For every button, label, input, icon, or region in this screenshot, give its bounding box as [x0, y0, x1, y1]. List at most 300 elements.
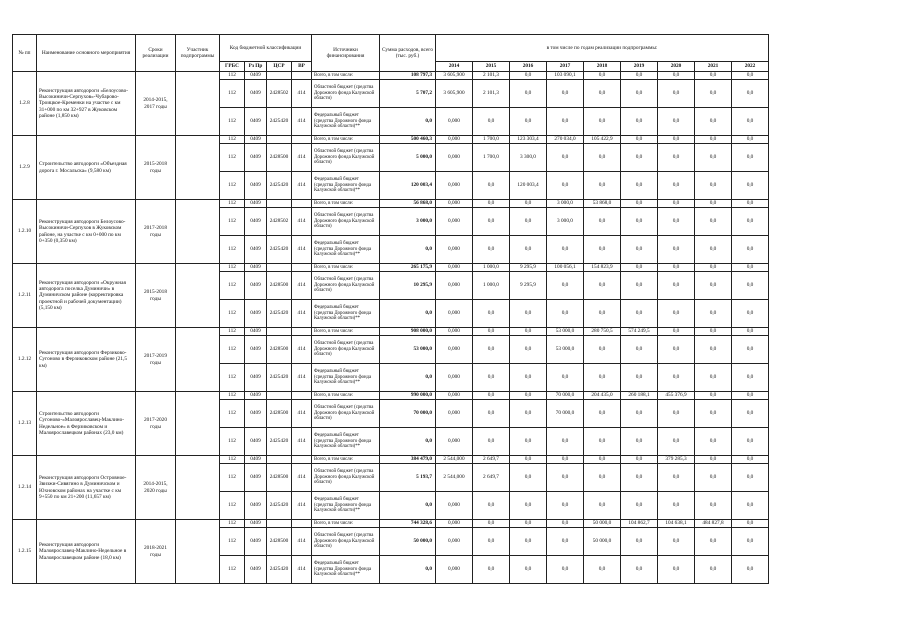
year-value-cell: 0,0 [732, 328, 769, 336]
measure-name: Реконструкция автодороги Ферзиково-Сугоново в Ферзиковском районе (21,5 км) [37, 328, 136, 392]
vr-cell [292, 456, 312, 464]
year-value-cell: 0,0 [732, 556, 769, 584]
year-value-cell: 0,000 [436, 264, 473, 272]
measure-participant [176, 520, 220, 584]
year-value-cell: 0,0 [732, 492, 769, 520]
total-cell: 0,0 [380, 428, 436, 456]
rzpr-cell: 0409 [245, 272, 267, 300]
budget-table [12, 34, 769, 584]
year-value-cell: 0,0 [547, 456, 584, 464]
year-value-cell: 0,0 [732, 464, 769, 492]
year-value-cell: 0,0 [473, 336, 510, 364]
rzpr-cell: 0409 [245, 208, 267, 236]
header-vr: ВР [292, 62, 312, 72]
source-cell: Всего, в том числе: [312, 456, 380, 464]
total-cell: 108 797,3 [380, 72, 436, 80]
measure-name: Реконструкция автодороги Островное-Звизжи-Сивягино в Думиничском и Юхновском районах на участке с км 9+550 по км 21+200 (11,657 км) [37, 456, 136, 520]
year-value-cell: 0,0 [695, 364, 732, 392]
csr-cell: 2425420 [267, 300, 292, 328]
year-value-cell: 0,0 [658, 556, 695, 584]
grbs-cell: 112 [220, 108, 245, 136]
year-value-cell: 0,0 [732, 364, 769, 392]
year-value-cell: 0,0 [621, 80, 658, 108]
total-cell: 908 000,0 [380, 328, 436, 336]
year-value-cell: 0,000 [436, 144, 473, 172]
year-value-cell: 0,0 [695, 464, 732, 492]
year-value-cell: 123 303,4 [510, 136, 547, 144]
year-value-cell: 0,0 [732, 400, 769, 428]
year-value-cell: 0,0 [658, 72, 695, 80]
year-value-cell: 0,0 [732, 528, 769, 556]
year-value-cell: 70 000,0 [547, 392, 584, 400]
year-value-cell: 104 638,1 [658, 520, 695, 528]
csr-cell [267, 520, 292, 528]
measure-number: 1.2.14 [13, 456, 37, 520]
vr-cell: 414 [292, 428, 312, 456]
year-value-cell: 0,0 [510, 108, 547, 136]
total-cell: 5 707,2 [380, 80, 436, 108]
header-source: Источники финансирования [312, 35, 380, 72]
vr-cell [292, 392, 312, 400]
total-cell: 265 175,9 [380, 264, 436, 272]
year-value-cell: 103 090,1 [547, 72, 584, 80]
year-value-cell: 0,0 [695, 144, 732, 172]
csr-cell [267, 136, 292, 144]
rzpr-cell: 0409 [245, 492, 267, 520]
vr-cell: 414 [292, 528, 312, 556]
year-value-cell: 0,0 [584, 556, 621, 584]
grbs-cell: 112 [220, 272, 245, 300]
total-cell: 70 000,0 [380, 400, 436, 428]
year-value-cell: 0,0 [547, 520, 584, 528]
year-value-cell: 0,0 [695, 428, 732, 456]
measure-period: 2017-2020 годы [136, 392, 176, 456]
source-cell: Областной бюджет (средства Дорожного фонда Калужской области) [312, 400, 380, 428]
year-value-cell: 0,0 [473, 556, 510, 584]
year-value-cell: 0,0 [695, 80, 732, 108]
vr-cell [292, 328, 312, 336]
grbs-cell: 112 [220, 208, 245, 236]
year-value-cell: 0,0 [621, 528, 658, 556]
total-cell: 500 460,3 [380, 136, 436, 144]
year-value-cell: 0,0 [732, 428, 769, 456]
grbs-cell: 112 [220, 172, 245, 200]
year-value-cell: 0,0 [658, 400, 695, 428]
source-cell: Федеральный бюджет (средства Дорожного фонда Калужской области)** [312, 236, 380, 264]
vr-cell [292, 72, 312, 80]
rzpr-cell: 0409 [245, 328, 267, 336]
year-value-cell: 3 605,900 [436, 80, 473, 108]
rzpr-cell: 0409 [245, 172, 267, 200]
table-row [13, 200, 769, 208]
csr-cell: 2428502 [267, 80, 292, 108]
year-value-cell: 0,0 [658, 136, 695, 144]
year-value-cell: 154 823,9 [584, 264, 621, 272]
year-value-cell: 0,0 [547, 236, 584, 264]
year-value-cell: 0,000 [436, 520, 473, 528]
year-value-cell: 120 003,4 [510, 172, 547, 200]
year-value-cell: 0,0 [621, 336, 658, 364]
year-value-cell: 9 295,9 [510, 264, 547, 272]
year-value-cell: 2 544,000 [436, 456, 473, 464]
measure-participant [176, 456, 220, 520]
csr-cell: 2425420 [267, 428, 292, 456]
year-value-cell: 0,0 [584, 208, 621, 236]
header-csr: ЦСР [267, 62, 292, 72]
csr-cell: 2428500 [267, 144, 292, 172]
total-cell: 5 000,0 [380, 144, 436, 172]
year-value-cell: 0,0 [510, 400, 547, 428]
year-value-cell: 0,000 [436, 556, 473, 584]
year-value-cell: 0,0 [658, 464, 695, 492]
table-row [13, 264, 769, 272]
header-rzpr: Рз Пр [245, 62, 267, 72]
year-value-cell: 484 827,8 [695, 520, 732, 528]
year-value-cell: 0,0 [584, 80, 621, 108]
year-value-cell: 0,000 [436, 364, 473, 392]
year-value-cell: 574 249,5 [621, 328, 658, 336]
total-cell: 0,0 [380, 300, 436, 328]
year-value-cell: 0,0 [621, 464, 658, 492]
year-value-cell: 0,0 [695, 272, 732, 300]
rzpr-cell: 0409 [245, 80, 267, 108]
year-value-cell: 0,0 [695, 456, 732, 464]
year-value-cell: 70 000,0 [547, 400, 584, 428]
total-cell: 53 000,0 [380, 336, 436, 364]
csr-cell: 2425420 [267, 172, 292, 200]
source-cell: Областной бюджет (средства Дорожного фонда Калужской области) [312, 272, 380, 300]
year-value-cell: 0,0 [547, 300, 584, 328]
measure-period: 2014-2015, 2020 годы [136, 456, 176, 520]
rzpr-cell: 0409 [245, 456, 267, 464]
year-value-cell: 0,0 [695, 208, 732, 236]
csr-cell [267, 200, 292, 208]
vr-cell: 414 [292, 172, 312, 200]
rzpr-cell: 0409 [245, 528, 267, 556]
header-year: 2017 [547, 62, 584, 72]
year-value-cell: 0,0 [547, 80, 584, 108]
year-value-cell: 0,0 [510, 520, 547, 528]
rzpr-cell: 0409 [245, 108, 267, 136]
year-value-cell: 0,000 [436, 528, 473, 556]
year-value-cell: 0,0 [584, 336, 621, 364]
header-year: 2016 [510, 62, 547, 72]
year-value-cell: 0,0 [695, 264, 732, 272]
source-cell: Всего, в том числе: [312, 328, 380, 336]
year-value-cell: 0,0 [473, 400, 510, 428]
year-value-cell: 0,0 [584, 464, 621, 492]
year-value-cell: 2 649,7 [473, 456, 510, 464]
year-value-cell: 0,000 [436, 172, 473, 200]
year-value-cell: 0,0 [732, 520, 769, 528]
measure-name: Реконструкция автодороги «Окружная автодорога поселка Думиничи» в Думиничском районе (корректировка проектной и рабочей документации) (5,150 км) [37, 264, 136, 328]
year-value-cell: 0,0 [658, 80, 695, 108]
year-value-cell: 0,0 [732, 336, 769, 364]
csr-cell: 2428500 [267, 400, 292, 428]
year-value-cell: 0,0 [621, 208, 658, 236]
year-value-cell: 0,0 [732, 392, 769, 400]
measure-period: 2018-2021 годы [136, 520, 176, 584]
year-value-cell: 105 422,9 [584, 136, 621, 144]
header-year: 2014 [436, 62, 473, 72]
year-value-cell: 0,0 [621, 264, 658, 272]
measure-period: 2015-2018 годы [136, 136, 176, 200]
year-value-cell: 0,0 [621, 364, 658, 392]
year-value-cell: 0,0 [621, 492, 658, 520]
year-value-cell: 2 101,3 [473, 80, 510, 108]
year-value-cell: 0,0 [510, 236, 547, 264]
header-budget-code: Код бюджетной классификации [220, 35, 312, 62]
year-value-cell: 1 000,0 [473, 264, 510, 272]
table-body [13, 72, 769, 584]
year-value-cell: 0,0 [658, 272, 695, 300]
header-year: 2021 [695, 62, 732, 72]
year-value-cell: 0,0 [510, 328, 547, 336]
year-value-cell: 0,0 [584, 492, 621, 520]
year-value-cell: 100 056,1 [547, 264, 584, 272]
total-cell: 990 000,0 [380, 392, 436, 400]
source-cell: Областной бюджет (средства Дорожного фонда Калужской области) [312, 80, 380, 108]
year-value-cell: 0,0 [473, 392, 510, 400]
year-value-cell: 0,0 [473, 364, 510, 392]
vr-cell: 414 [292, 144, 312, 172]
year-value-cell: 0,0 [695, 528, 732, 556]
year-value-cell: 0,000 [436, 300, 473, 328]
year-value-cell: 0,0 [732, 272, 769, 300]
vr-cell [292, 520, 312, 528]
total-cell: 0,0 [380, 492, 436, 520]
year-value-cell: 0,0 [732, 172, 769, 200]
year-value-cell: 0,0 [658, 364, 695, 392]
vr-cell [292, 200, 312, 208]
vr-cell: 414 [292, 556, 312, 584]
year-value-cell: 0,0 [621, 456, 658, 464]
year-value-cell: 0,0 [473, 528, 510, 556]
year-value-cell: 0,0 [695, 328, 732, 336]
measure-name: Реконструкция автодороги Малоярославец-Маклино-Недельное в Малоярославецком районе (18,0 км) [37, 520, 136, 584]
vr-cell: 414 [292, 336, 312, 364]
year-value-cell: 104 862,7 [621, 520, 658, 528]
year-value-cell: 0,0 [732, 264, 769, 272]
year-value-cell: 0,0 [695, 236, 732, 264]
year-value-cell: 0,0 [621, 144, 658, 172]
vr-cell: 414 [292, 80, 312, 108]
measure-participant [176, 392, 220, 456]
year-value-cell: 280 750,5 [584, 328, 621, 336]
grbs-cell: 112 [220, 336, 245, 364]
total-cell: 384 479,0 [380, 456, 436, 464]
header-years-group: в том числе по годам реализации подпрограммы: [436, 35, 769, 62]
year-value-cell: 0,0 [658, 328, 695, 336]
year-value-cell: 0,0 [510, 528, 547, 556]
year-value-cell: 0,0 [584, 364, 621, 392]
year-value-cell: 0,0 [584, 456, 621, 464]
year-value-cell: 0,0 [547, 172, 584, 200]
grbs-cell: 112 [220, 300, 245, 328]
year-value-cell: 0,0 [695, 172, 732, 200]
source-cell: Федеральный бюджет (средства Дорожного фонда Калужской области)** [312, 300, 380, 328]
year-value-cell: 0,0 [510, 336, 547, 364]
year-value-cell: 0,0 [732, 72, 769, 80]
year-value-cell: 0,0 [658, 300, 695, 328]
rzpr-cell: 0409 [245, 136, 267, 144]
source-cell: Федеральный бюджет (средства Дорожного фонда Калужской области)** [312, 364, 380, 392]
total-cell: 3 000,0 [380, 208, 436, 236]
year-value-cell: 0,0 [695, 392, 732, 400]
rzpr-cell: 0409 [245, 200, 267, 208]
year-value-cell: 0,0 [510, 456, 547, 464]
source-cell: Федеральный бюджет (средства Дорожного фонда Калужской области)** [312, 172, 380, 200]
year-value-cell: 1 000,0 [473, 272, 510, 300]
year-value-cell: 0,0 [510, 392, 547, 400]
measure-participant [176, 200, 220, 264]
year-value-cell: 0,0 [658, 428, 695, 456]
vr-cell: 414 [292, 236, 312, 264]
year-value-cell: 0,0 [658, 108, 695, 136]
total-cell: 56 868,0 [380, 200, 436, 208]
year-value-cell: 3 300,0 [510, 144, 547, 172]
year-value-cell: 0,0 [584, 272, 621, 300]
year-value-cell: 0,0 [695, 108, 732, 136]
header-year: 2015 [473, 62, 510, 72]
grbs-cell: 112 [220, 144, 245, 172]
measure-number: 1.2.10 [13, 200, 37, 264]
vr-cell: 414 [292, 272, 312, 300]
year-value-cell: 0,000 [436, 236, 473, 264]
year-value-cell: 0,0 [584, 144, 621, 172]
year-value-cell: 0,0 [547, 556, 584, 584]
csr-cell [267, 72, 292, 80]
year-value-cell: 0,0 [658, 200, 695, 208]
vr-cell: 414 [292, 492, 312, 520]
year-value-cell: 0,0 [621, 108, 658, 136]
year-value-cell: 0,0 [732, 108, 769, 136]
source-cell: Федеральный бюджет (средства Дорожного фонда Калужской области)** [312, 108, 380, 136]
measure-period: 2014-2015, 2017 годы [136, 72, 176, 136]
year-value-cell: 0,000 [436, 200, 473, 208]
grbs-cell: 112 [220, 528, 245, 556]
year-value-cell: 0,0 [547, 108, 584, 136]
header-num: № пп [13, 35, 37, 72]
header-year: 2019 [621, 62, 658, 72]
csr-cell: 2428502 [267, 208, 292, 236]
year-value-cell: 0,0 [547, 428, 584, 456]
year-value-cell: 204 435,0 [584, 392, 621, 400]
year-value-cell: 270 034,0 [547, 136, 584, 144]
year-value-cell: 0,000 [436, 328, 473, 336]
vr-cell: 414 [292, 464, 312, 492]
total-cell: 10 295,9 [380, 272, 436, 300]
vr-cell: 414 [292, 364, 312, 392]
year-value-cell: 0,0 [510, 200, 547, 208]
year-value-cell: 0,0 [658, 264, 695, 272]
total-cell: 744 328,6 [380, 520, 436, 528]
year-value-cell: 0,0 [473, 520, 510, 528]
rzpr-cell: 0409 [245, 264, 267, 272]
year-value-cell: 0,0 [658, 172, 695, 200]
year-value-cell: 0,0 [547, 364, 584, 392]
grbs-cell: 112 [220, 264, 245, 272]
source-cell: Федеральный бюджет (средства Дорожного фонда Калужской области)** [312, 428, 380, 456]
year-value-cell: 0,0 [695, 556, 732, 584]
source-cell: Областной бюджет (средства Дорожного фонда Калужской области) [312, 336, 380, 364]
year-value-cell: 0,0 [510, 80, 547, 108]
year-value-cell: 0,0 [510, 556, 547, 584]
year-value-cell: 0,0 [510, 364, 547, 392]
year-value-cell: 0,0 [621, 272, 658, 300]
year-value-cell: 0,0 [732, 456, 769, 464]
year-value-cell: 0,0 [510, 464, 547, 492]
year-value-cell: 53 000,0 [547, 328, 584, 336]
year-value-cell: 0,0 [584, 172, 621, 200]
csr-cell: 2428500 [267, 272, 292, 300]
year-value-cell: 2 101,3 [473, 72, 510, 80]
year-value-cell: 50 000,0 [584, 520, 621, 528]
measure-period: 2017-2019 годы [136, 328, 176, 392]
source-cell: Областной бюджет (средства Дорожного фонда Калужской области) [312, 464, 380, 492]
year-value-cell: 0,0 [732, 300, 769, 328]
header-participant: Участник подпрограммы [176, 35, 220, 72]
rzpr-cell: 0409 [245, 336, 267, 364]
year-value-cell: 0,0 [621, 300, 658, 328]
year-value-cell: 0,0 [658, 144, 695, 172]
year-value-cell: 0,0 [473, 172, 510, 200]
year-value-cell: 0,0 [732, 144, 769, 172]
year-value-cell: 0,0 [695, 72, 732, 80]
year-value-cell: 0,0 [621, 428, 658, 456]
grbs-cell: 112 [220, 236, 245, 264]
year-value-cell: 0,0 [695, 336, 732, 364]
year-value-cell: 0,0 [473, 492, 510, 520]
year-value-cell: 0,0 [510, 428, 547, 456]
year-value-cell: 0,0 [547, 464, 584, 492]
year-value-cell: 0,0 [547, 272, 584, 300]
year-value-cell: 0,0 [584, 428, 621, 456]
total-cell: 120 003,4 [380, 172, 436, 200]
year-value-cell: 0,0 [732, 80, 769, 108]
year-value-cell: 0,0 [547, 492, 584, 520]
year-value-cell: 53 000,0 [547, 336, 584, 364]
total-cell: 0,0 [380, 364, 436, 392]
year-value-cell: 0,0 [584, 108, 621, 136]
year-value-cell: 0,0 [621, 136, 658, 144]
csr-cell: 2428500 [267, 464, 292, 492]
csr-cell: 2425420 [267, 236, 292, 264]
year-value-cell: 0,0 [658, 236, 695, 264]
rzpr-cell: 0409 [245, 72, 267, 80]
year-value-cell: 0,0 [621, 236, 658, 264]
header-period: Сроки реализации [136, 35, 176, 72]
year-value-cell: 0,0 [473, 328, 510, 336]
year-value-cell: 0,0 [658, 208, 695, 236]
csr-cell: 2428500 [267, 528, 292, 556]
year-value-cell: 0,0 [695, 492, 732, 520]
year-value-cell: 1 700,0 [473, 144, 510, 172]
source-cell: Всего, в том числе: [312, 72, 380, 80]
year-value-cell: 455 376,9 [658, 392, 695, 400]
rzpr-cell: 0409 [245, 464, 267, 492]
header-name: Наименование основного мероприятия [37, 35, 136, 72]
year-value-cell: 0,0 [584, 300, 621, 328]
year-value-cell: 50 000,0 [584, 528, 621, 556]
year-value-cell: 0,0 [621, 172, 658, 200]
measure-participant [176, 264, 220, 328]
grbs-cell: 112 [220, 520, 245, 528]
year-value-cell: 0,0 [621, 200, 658, 208]
year-value-cell: 0,0 [695, 200, 732, 208]
measure-number: 1.2.15 [13, 520, 37, 584]
measure-number: 1.2.12 [13, 328, 37, 392]
